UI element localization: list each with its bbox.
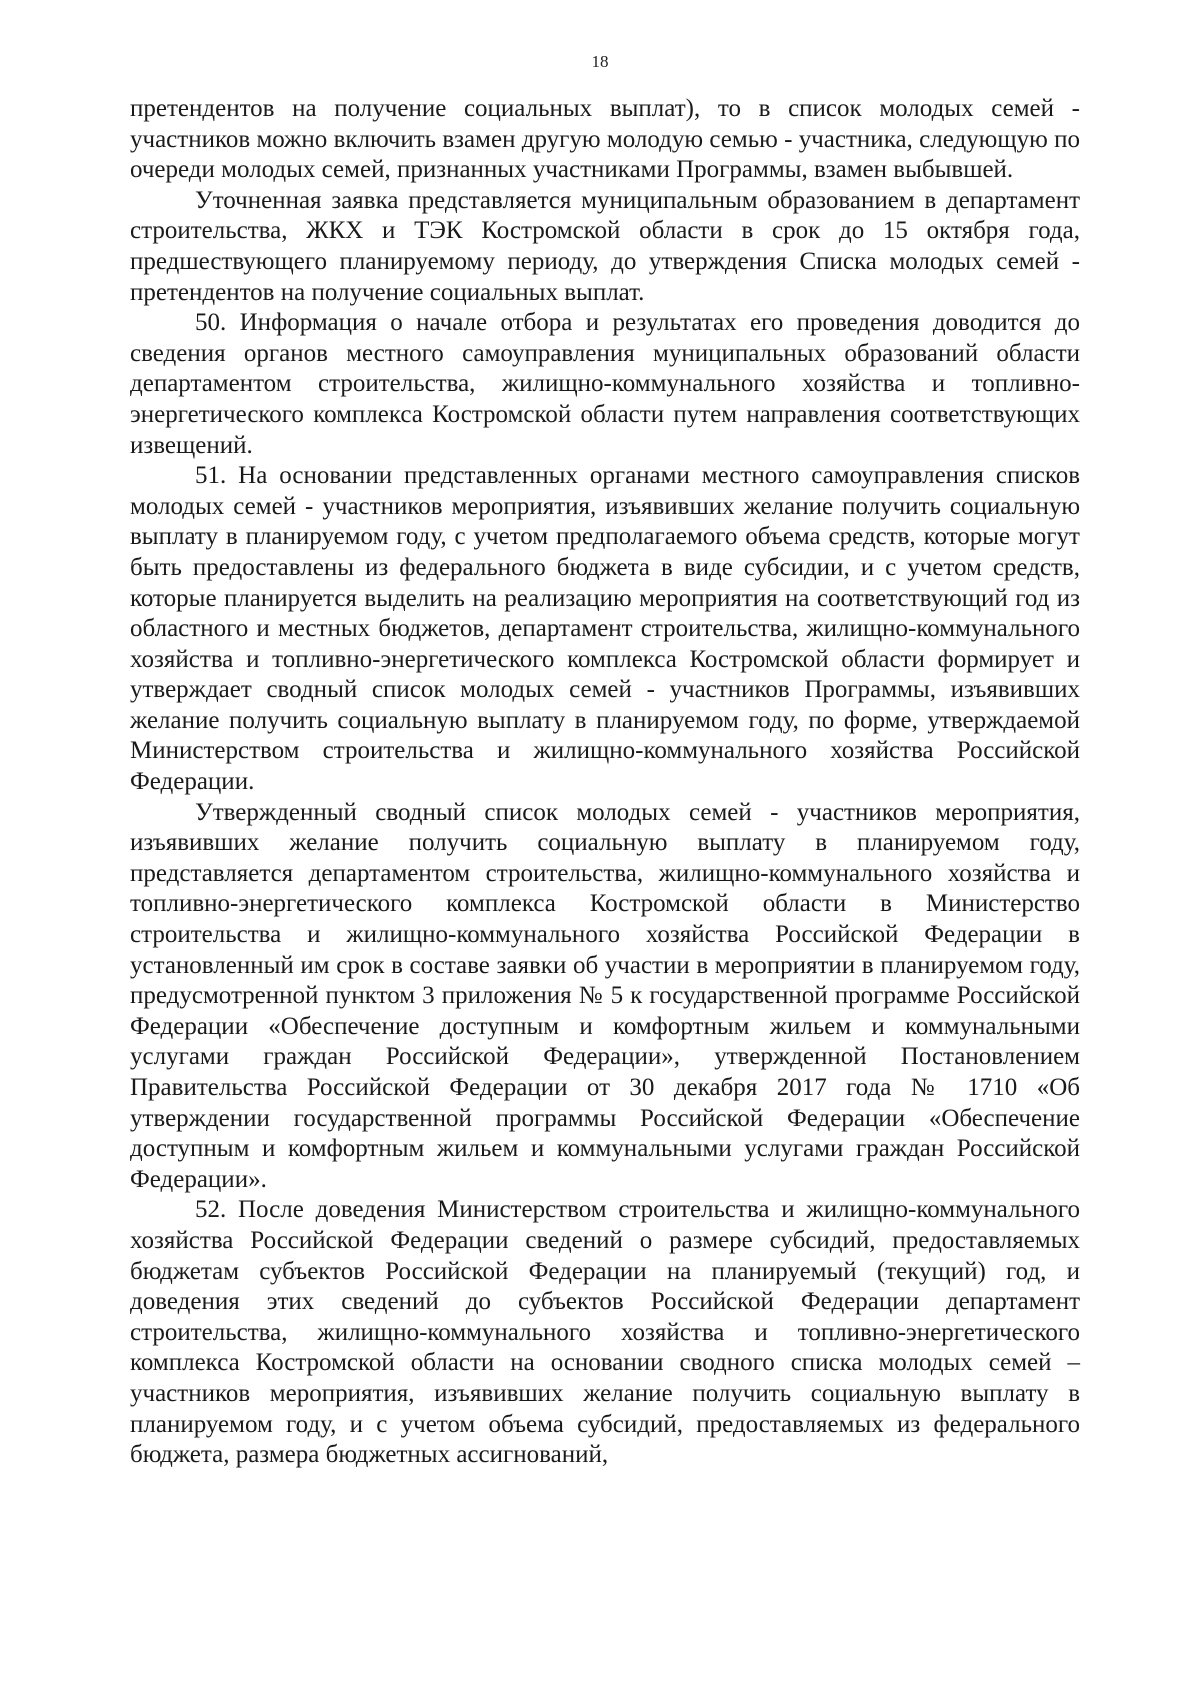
paragraph-approved-list: Утвержденный сводный список молодых семей - участников мероприятия, изъявивших желание получить социальную выплату в планируемом году, представляется департаментом строительства, жилищно-коммунального хозяйства и топливно-энергетического комплекса Костромской области в Министерство строительства и жилищно-коммунального хозяйства Российской Федерации в установленный им срок в составе заявки об участии в мероприятии в планируемом году, предусмотренной пунктом 3 приложения № 5 к государственной программе Российской Федерации «Обеспечение доступным и комфортным жильем и коммунальными услугами граждан Российской Федерации», утвержденной Постановлением Правительства Российской Федерации от 30 декабря 2017 года № 1710 «Об утверждении государственной программы Российской Федерации «Обеспечение доступным и комфортным жильем и коммунальными услугами граждан Российской Федерации». bbox=[130, 798, 1080, 1193]
paragraph-clarified-application: Уточненная заявка представляется муниципальным образованием в департамент строительства, ЖКХ и ТЭК Костромской области в срок до 15 октября года, предшествующего планируемому периоду, до утверждения Списка молодых семей - претендентов на получение социальных выплат. bbox=[130, 186, 1080, 306]
paragraph-item-52: 52. После доведения Министерством строительства и жилищно-коммунального хозяйства Российской Федерации сведений о размере субсидий, предоставляемых бюджетам субъектов Российской Федерации на планируемый (текущий) год, и доведения этих сведений до субъектов Российской Федерации департамент строительства, жилищно-коммунального хозяйства и топливно-энергетического комплекса Костромской области на основании сводного списка молодых семей – участников мероприятия, изъявивших желание получить социальную выплату в планируемом году, и с учетом объема субсидий, предоставляемых из федерального бюджета, размера бюджетных ассигнований, bbox=[130, 1196, 1080, 1469]
document-body bbox=[130, 94, 1080, 1471]
paragraph-item-51: 51. На основании представленных органами местного самоуправления списков молодых семей - участников мероприятия, изъявивших желание получить социальную выплату в планируемом году, с учетом предполагаемого объема средств, которые могут быть предоставлены из федерального бюджета в виде субсидии, и с учетом средств, которые планируется выделить на реализацию мероприятия на соответствующий год из областного и местных бюджетов, департамент строительства, жилищно-коммунального хозяйства и топливно-энергетического комплекса Костромской области формирует и утверждает сводный список молодых семей - участников Программы, изъявивших желание получить социальную выплату в планируемом году, по форме, утверждаемой Министерством строительства и жилищно-коммунального хозяйства Российской Федерации. bbox=[130, 462, 1080, 796]
paragraph-continuation: претендентов на получение социальных выплат), то в список молодых семей - участников можно включить взамен другую молодую семью - участника, следующую по очереди молодых семей, признанных участниками Программы, взамен выбывшей. bbox=[130, 95, 1080, 184]
paragraph-item-50: 50. Информация о начале отбора и результатах его проведения доводится до сведения органов местного самоуправления муниципальных образований области департаментом строительства, жилищно-коммунального хозяйства и топливно-энергетического комплекса Костромской области путем направления соответствующих извещений. bbox=[130, 309, 1080, 459]
page-number: 18 bbox=[591, 52, 609, 71]
